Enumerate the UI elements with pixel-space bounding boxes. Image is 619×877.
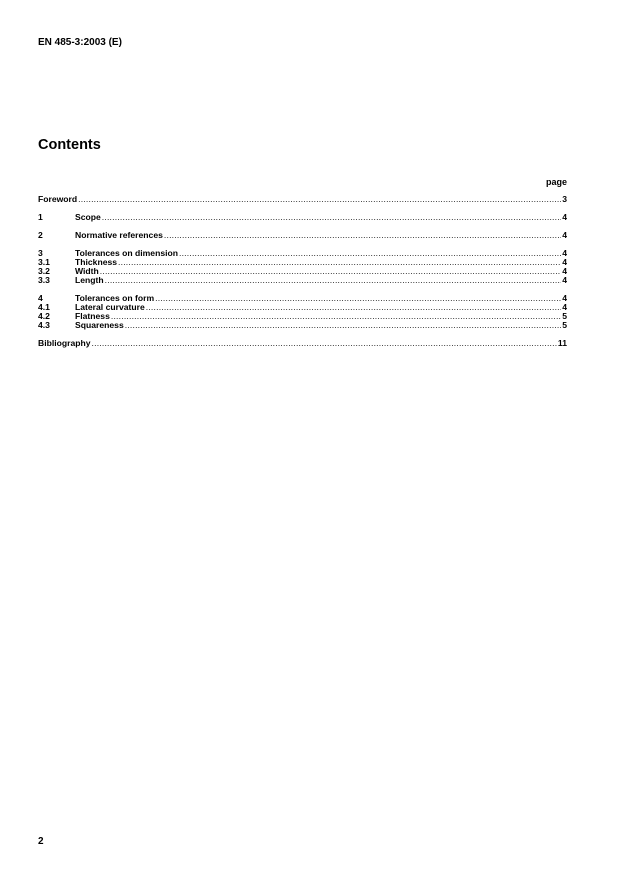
toc-dot-leader [118, 258, 561, 267]
toc-entry-bibliography[interactable] [38, 339, 567, 348]
toc-dot-leader [164, 231, 561, 240]
toc-entry-page: 4 [562, 275, 567, 285]
table-of-contents [38, 195, 567, 348]
toc-dot-leader [179, 249, 561, 258]
toc-entry-page: 5 [562, 320, 567, 330]
toc-entry-scope[interactable] [38, 213, 567, 222]
toc-entry-title: Squareness [75, 320, 124, 330]
toc-entry-page: 11 [557, 338, 567, 348]
toc-entry-title: Thickness [75, 257, 118, 267]
toc-entry-title: Tolerances on dimension [75, 248, 178, 258]
toc-entry-flatness[interactable] [38, 312, 567, 321]
contents-heading: Contents [38, 137, 101, 153]
toc-entry-title: Normative references [75, 230, 163, 240]
toc-entry-title: Length [75, 275, 104, 285]
toc-entry-number: 3.3 [38, 275, 50, 285]
toc-entry-title: Width [75, 266, 99, 276]
toc-entry-page: 3 [562, 194, 567, 204]
toc-entry-number: 3.1 [38, 257, 50, 267]
toc-entry-thickness[interactable] [38, 258, 567, 267]
toc-dot-leader [78, 195, 561, 204]
toc-dot-leader [111, 312, 561, 321]
toc-entry-page: 4 [562, 302, 567, 312]
toc-entry-page: 5 [562, 311, 567, 321]
toc-entry-number: 4.2 [38, 311, 50, 321]
toc-dot-leader [125, 321, 561, 330]
toc-entry-title: Scope [75, 212, 101, 222]
toc-entry-number: 3.2 [38, 266, 50, 276]
toc-entry-number: 2 [38, 230, 43, 240]
toc-dot-leader [102, 213, 561, 222]
toc-entry-title: Foreword [38, 194, 78, 204]
toc-entry-number: 4 [38, 293, 43, 303]
toc-entry-normative-references[interactable] [38, 231, 567, 240]
toc-dot-leader [100, 267, 561, 276]
toc-dot-leader [155, 294, 561, 303]
toc-entry-number: 4.1 [38, 302, 50, 312]
toc-entry-title: Bibliography [38, 338, 91, 348]
toc-entry-width[interactable] [38, 267, 567, 276]
toc-entry-title: Tolerances on form [75, 293, 155, 303]
toc-entry-number: 3 [38, 248, 43, 258]
toc-dot-leader [146, 303, 561, 312]
toc-entry-page: 4 [562, 248, 567, 258]
toc-dot-leader [92, 339, 557, 348]
toc-entry-tolerances-on-dimension[interactable] [38, 249, 567, 258]
page-column-label: page [545, 177, 567, 187]
toc-entry-page: 4 [562, 212, 567, 222]
toc-entry-number: 4.3 [38, 320, 50, 330]
toc-entry-page: 4 [562, 266, 567, 276]
toc-entry-length[interactable] [38, 276, 567, 285]
document-identifier: EN 485-3:2003 (E) [38, 37, 122, 48]
toc-entry-page: 4 [562, 293, 567, 303]
toc-entry-squareness[interactable] [38, 321, 567, 330]
toc-entry-title: Lateral curvature [75, 302, 145, 312]
toc-entry-number: 1 [38, 212, 43, 222]
page-number: 2 [38, 836, 44, 847]
toc-dot-leader [105, 276, 562, 285]
toc-entry-page: 4 [562, 230, 567, 240]
toc-entry-lateral-curvature[interactable] [38, 303, 567, 312]
toc-entry-title: Flatness [75, 311, 110, 321]
toc-entry-foreword[interactable] [38, 195, 567, 204]
toc-entry-page: 4 [562, 257, 567, 267]
